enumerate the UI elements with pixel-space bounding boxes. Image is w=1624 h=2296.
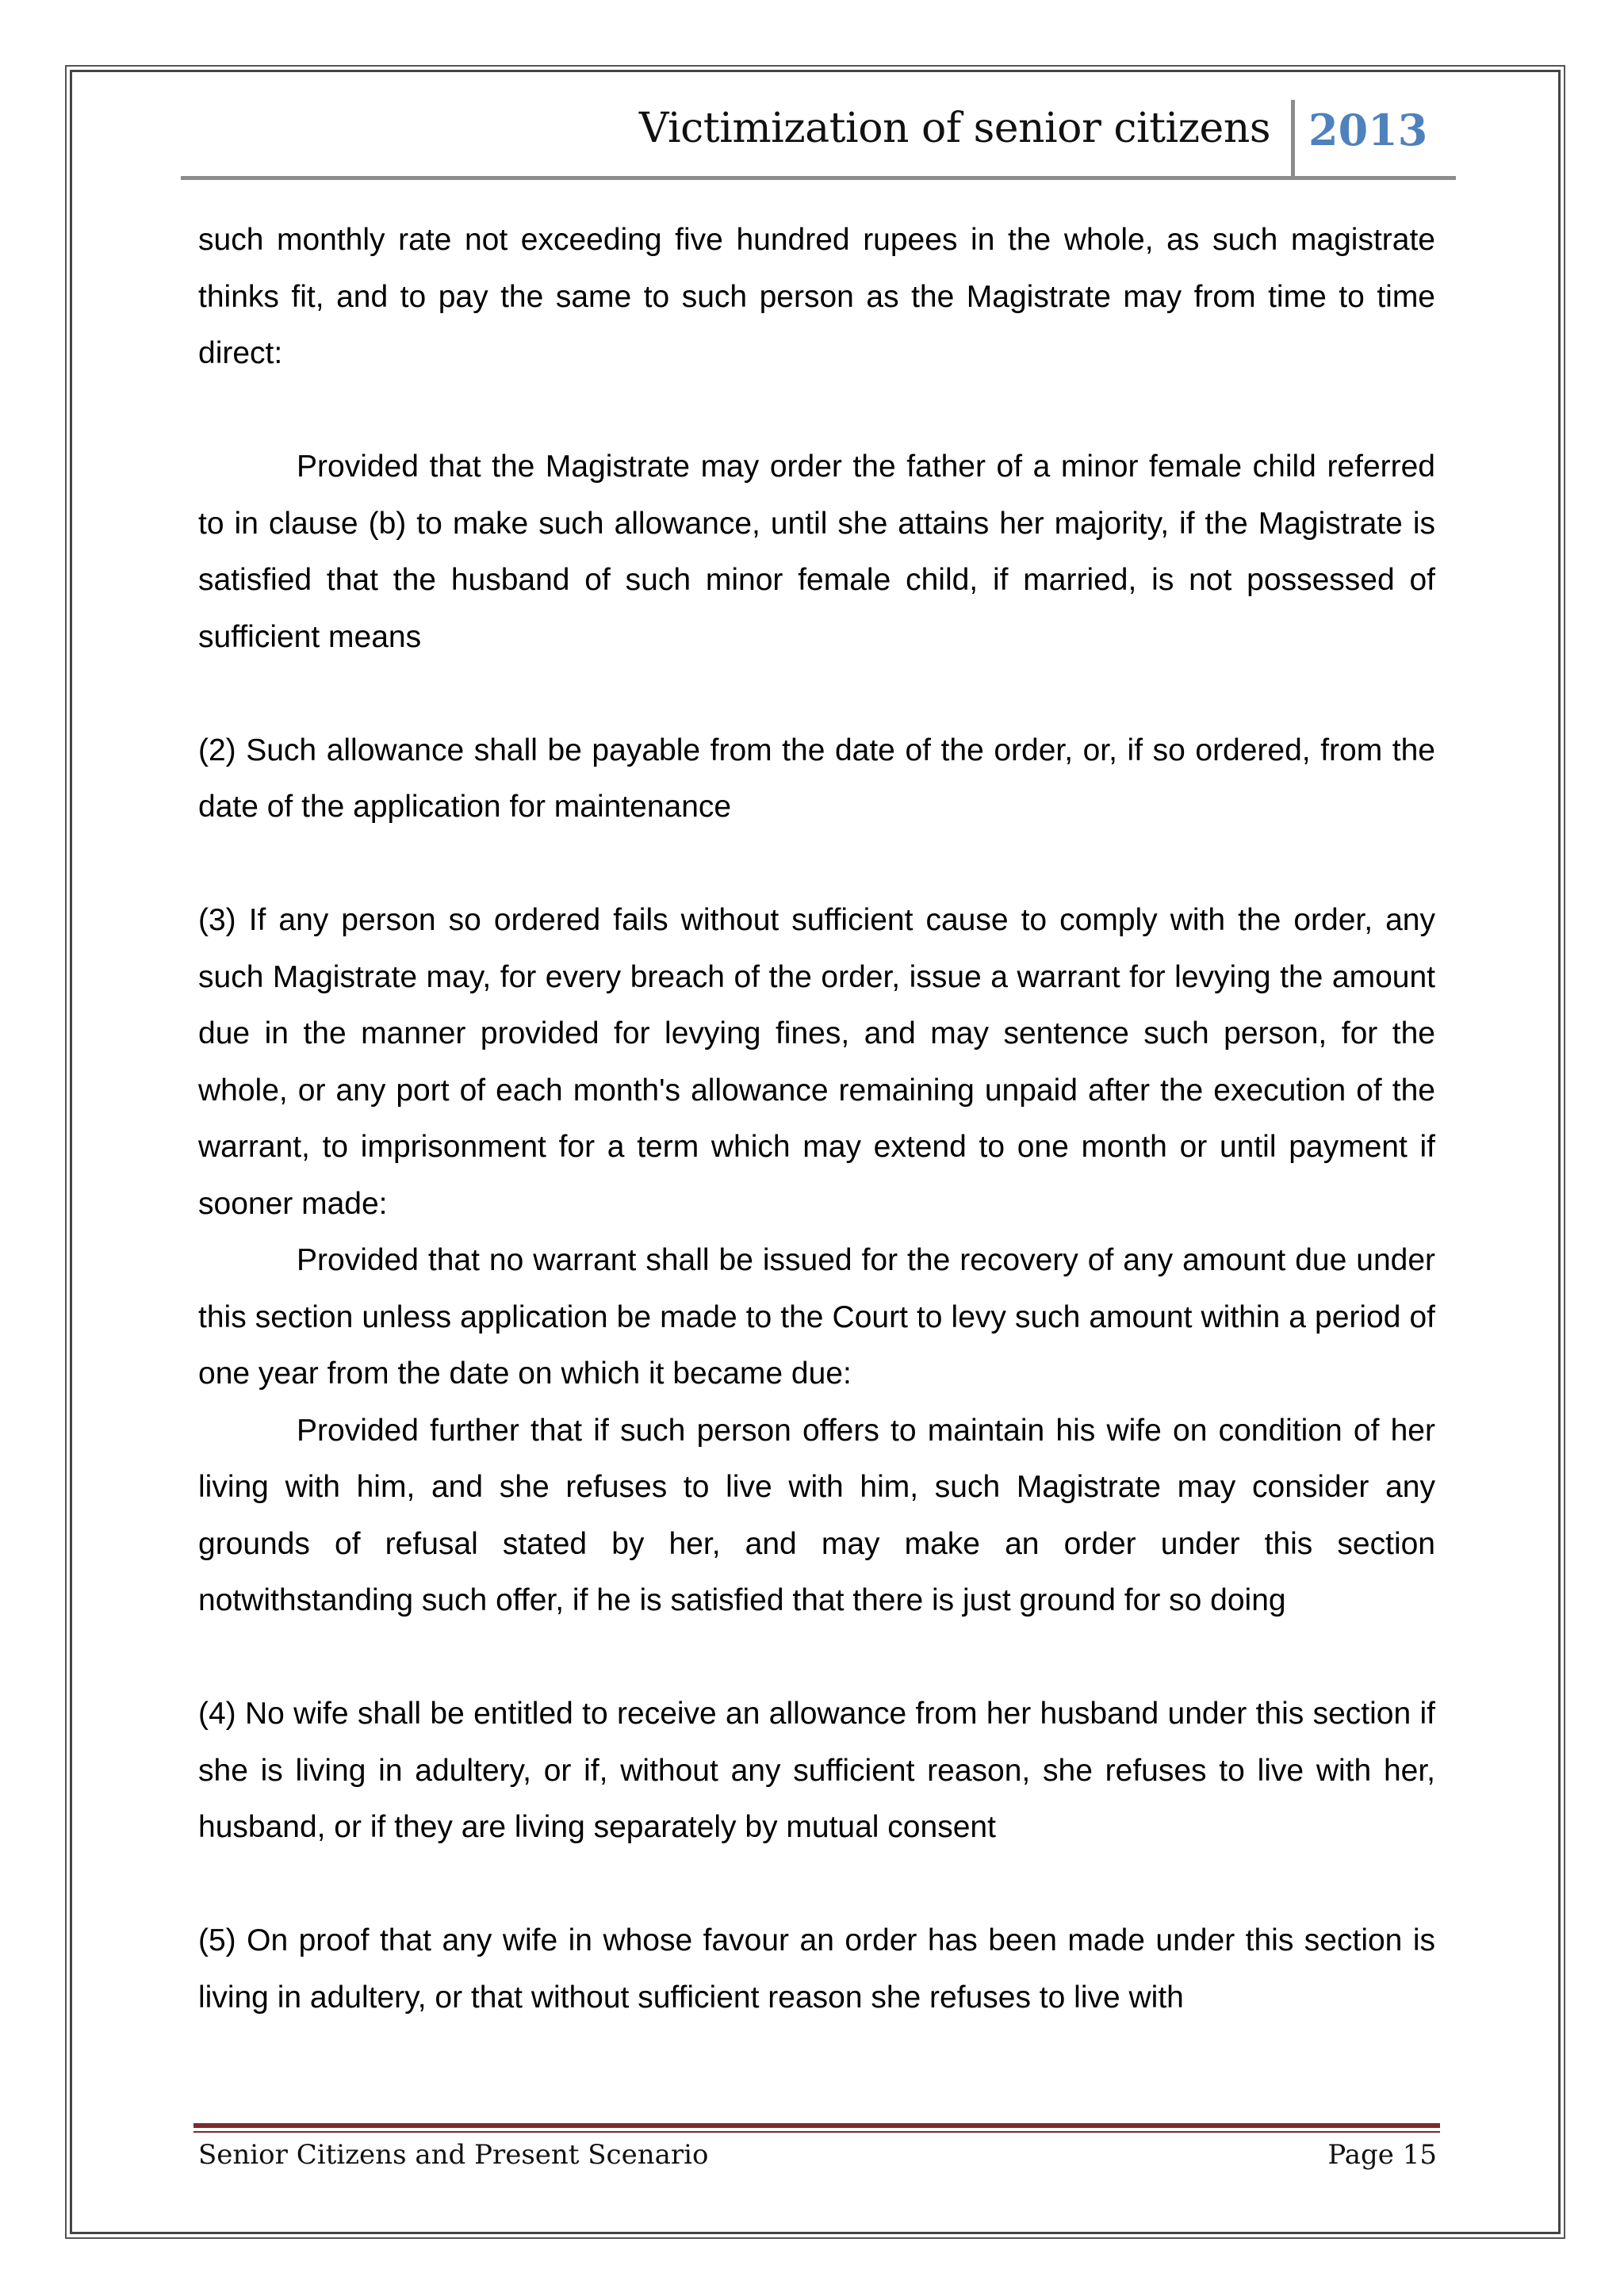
footer-rule-thin [193,2131,1440,2133]
paragraph-gap [198,836,1435,893]
body-paragraph-2: Provided that the Magistrate may order the father of a minor female child referred to in clause (b) to make such allowance, until she attains her majority, if the Magistrate is satisfied that the husband of such minor female child, if married, is not possessed of sufficient means [198,450,1435,654]
paragraph-gap [198,1856,1435,1913]
header-rule [181,176,1456,180]
body-paragraph-1: such monthly rate not exceeding five hundred rupees in the whole, as such magistrate thinks fit, and to pay the same to such person as the Magistrate may from time to time direct: [198,223,1435,370]
body-paragraph-7: (4) No wife shall be entitled to receive an allowance from her husband under this section if she is living in adultery, or if, without any sufficient reason, she refuses to live with her, husband, or if they are living separately by mutual consent [198,1697,1435,1844]
body-paragraph-4: (3) If any person so ordered fails without sufficient cause to comply with the order, any such Magistrate may, for every breach of the order, issue a warrant for levying the amount due in the manner provided for levying fines, and may sentence such person, for the whole, or any port of each month's allowance remaining unpaid after the execution of the warrant, to imprisonment for a term which may extend to one month or until payment if sooner made: [198,903,1435,1221]
footer-document-title: Senior Citizens and Present Scenario [198,2139,709,2171]
paragraph-gap [198,1629,1435,1686]
paragraph-gap [198,665,1435,722]
paragraph-gap [198,382,1435,439]
footer-rule-thick [193,2123,1440,2128]
body-paragraph-6: Provided further that if such person offers to maintain his wife on condition of her living with him, and she refuses to live with him, such Magistrate may consider any grounds of refusal stated by her, and may make an order under this section notwithstanding such offer, if he is satisfied that there is just ground for so doing [198,1413,1435,1617]
header-divider [1291,100,1295,179]
footer-page-number: Page 15 [1327,2139,1437,2171]
header-year: 2013 [1308,105,1428,155]
document-body [198,212,1435,2026]
body-paragraph-5: Provided that no warrant shall be issued for the recovery of any amount due under this section unless application be made to the Court to levy such amount within a period of one year from the date on which it became due: [198,1243,1435,1391]
header-title: Victimization of senior citizens [638,105,1270,152]
body-paragraph-8: (5) On proof that any wife in whose favour an order has been made under this section is living in adultery, or that without sufficient reason she refuses to live with [198,1923,1435,2015]
body-paragraph-3: (2) Such allowance shall be payable from the date of the order, or, if so ordered, from the date of the application for maintenance [198,733,1435,824]
page-header [181,100,1456,179]
